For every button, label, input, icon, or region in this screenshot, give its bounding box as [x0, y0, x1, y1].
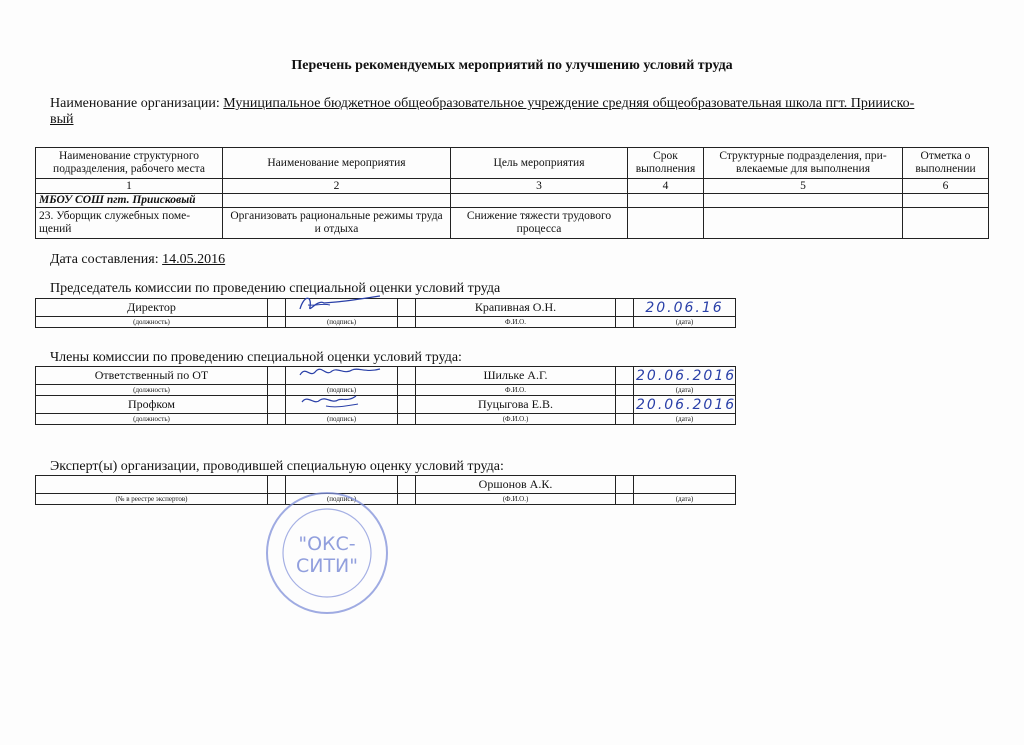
expert-registry-number [36, 476, 268, 494]
caption: (№ в реестре экспертов) [36, 494, 268, 505]
caption: (дата) [634, 494, 736, 505]
header-goal: Цель мероприятия [451, 148, 628, 179]
header-units: Структурные подразделения, при-влекаемые для выполнения [704, 148, 903, 179]
caption: (дата) [634, 385, 736, 396]
caption: (дата) [634, 317, 736, 328]
caption: (подпись) [286, 385, 398, 396]
members-signature-table [35, 366, 736, 425]
goal-cell: Снижение тяжести трудового процесса [451, 208, 628, 239]
date-compiled-label: Дата составления: [50, 252, 159, 267]
measures-table [35, 147, 989, 239]
caption: (Ф.И.О.) [416, 494, 616, 505]
column-number: 4 [628, 179, 704, 194]
organization-name: Муниципальное бюджетное общеобразовательное учреждение средняя общеобразовательная школа пгт. Приииско- [223, 96, 915, 111]
caption: (подпись) [286, 494, 398, 505]
caption: Ф.И.О. [416, 317, 616, 328]
signature-scribble-icon [296, 293, 386, 317]
header-mark: Отметка о выполнении [903, 148, 989, 179]
header-deadline: Срок выполнения [628, 148, 704, 179]
table-header-row [36, 148, 989, 179]
member-name: Шильке А.Г. [416, 367, 616, 385]
member-signature [286, 367, 398, 385]
units-cell [704, 208, 903, 239]
member-position: Профком [36, 396, 268, 414]
chairman-name: Крапивная О.Н. [416, 299, 616, 317]
deadline-cell [628, 208, 704, 239]
organization-stamp [262, 488, 392, 618]
organization-name-continued: вый [50, 112, 74, 127]
chairman-label: Председатель комиссии по проведению специальной оценки условий труда [50, 281, 501, 296]
document-title: Перечень рекомендуемых мероприятий по улучшению условий труда [291, 58, 733, 73]
caption: (Ф.И.О.) [416, 414, 616, 425]
header-measure: Наименование мероприятия [223, 148, 451, 179]
column-number: 6 [903, 179, 989, 194]
column-number: 1 [36, 179, 223, 194]
table-row [36, 208, 989, 239]
column-number: 2 [223, 179, 451, 194]
caption: (подпись) [286, 317, 398, 328]
member-signature [286, 396, 398, 414]
header-workplace: Наименование структурного подразделения, рабочего места [36, 148, 223, 179]
column-number-row [36, 179, 989, 194]
chairman-position: Директор [36, 299, 268, 317]
expert-label: Эксперт(ы) организации, проводившей специальную оценку условий труда: [50, 459, 504, 474]
member-position: Ответственный по ОТ [36, 367, 268, 385]
date-compiled-value: 14.05.2016 [162, 252, 226, 267]
organization-line [50, 96, 980, 128]
organization-label: Наименование организации: [50, 96, 220, 111]
caption: (дата) [634, 414, 736, 425]
caption: (должность) [36, 317, 268, 328]
caption: (подпись) [286, 414, 398, 425]
caption: (должность) [36, 414, 268, 425]
member-name: Пуцыгова Е.В. [416, 396, 616, 414]
expert-date [634, 476, 736, 494]
signature-scribble-icon [296, 390, 386, 414]
chairman-signature [286, 299, 398, 317]
members-label: Члены комиссии по проведению специальной оценки условий труда: [50, 350, 462, 365]
stamp-text-line1: "ОКС- [298, 533, 356, 555]
date-compiled [50, 252, 225, 268]
member-date: 20.06.2016 [634, 367, 736, 385]
chairman-signature-table [35, 298, 736, 328]
department-name: МБОУ СОШ пгт. Приисковый [36, 194, 223, 208]
chairman-date: 20.06.16 [634, 299, 736, 317]
column-number: 3 [451, 179, 628, 194]
signature-scribble-icon [296, 361, 386, 385]
column-number: 5 [704, 179, 903, 194]
caption: Ф.И.О. [416, 385, 616, 396]
expert-name: Оршонов А.К. [416, 476, 616, 494]
member-date: 20.06.2016 [634, 396, 736, 414]
workplace-cell: 23. Уборщик служебных поме-щений [36, 208, 223, 239]
measure-cell: Организовать рациональные режимы труда и отдыха [223, 208, 451, 239]
stamp-text-line2: СИТИ" [295, 555, 359, 577]
caption: (должность) [36, 385, 268, 396]
department-row [36, 194, 989, 208]
mark-cell [903, 208, 989, 239]
